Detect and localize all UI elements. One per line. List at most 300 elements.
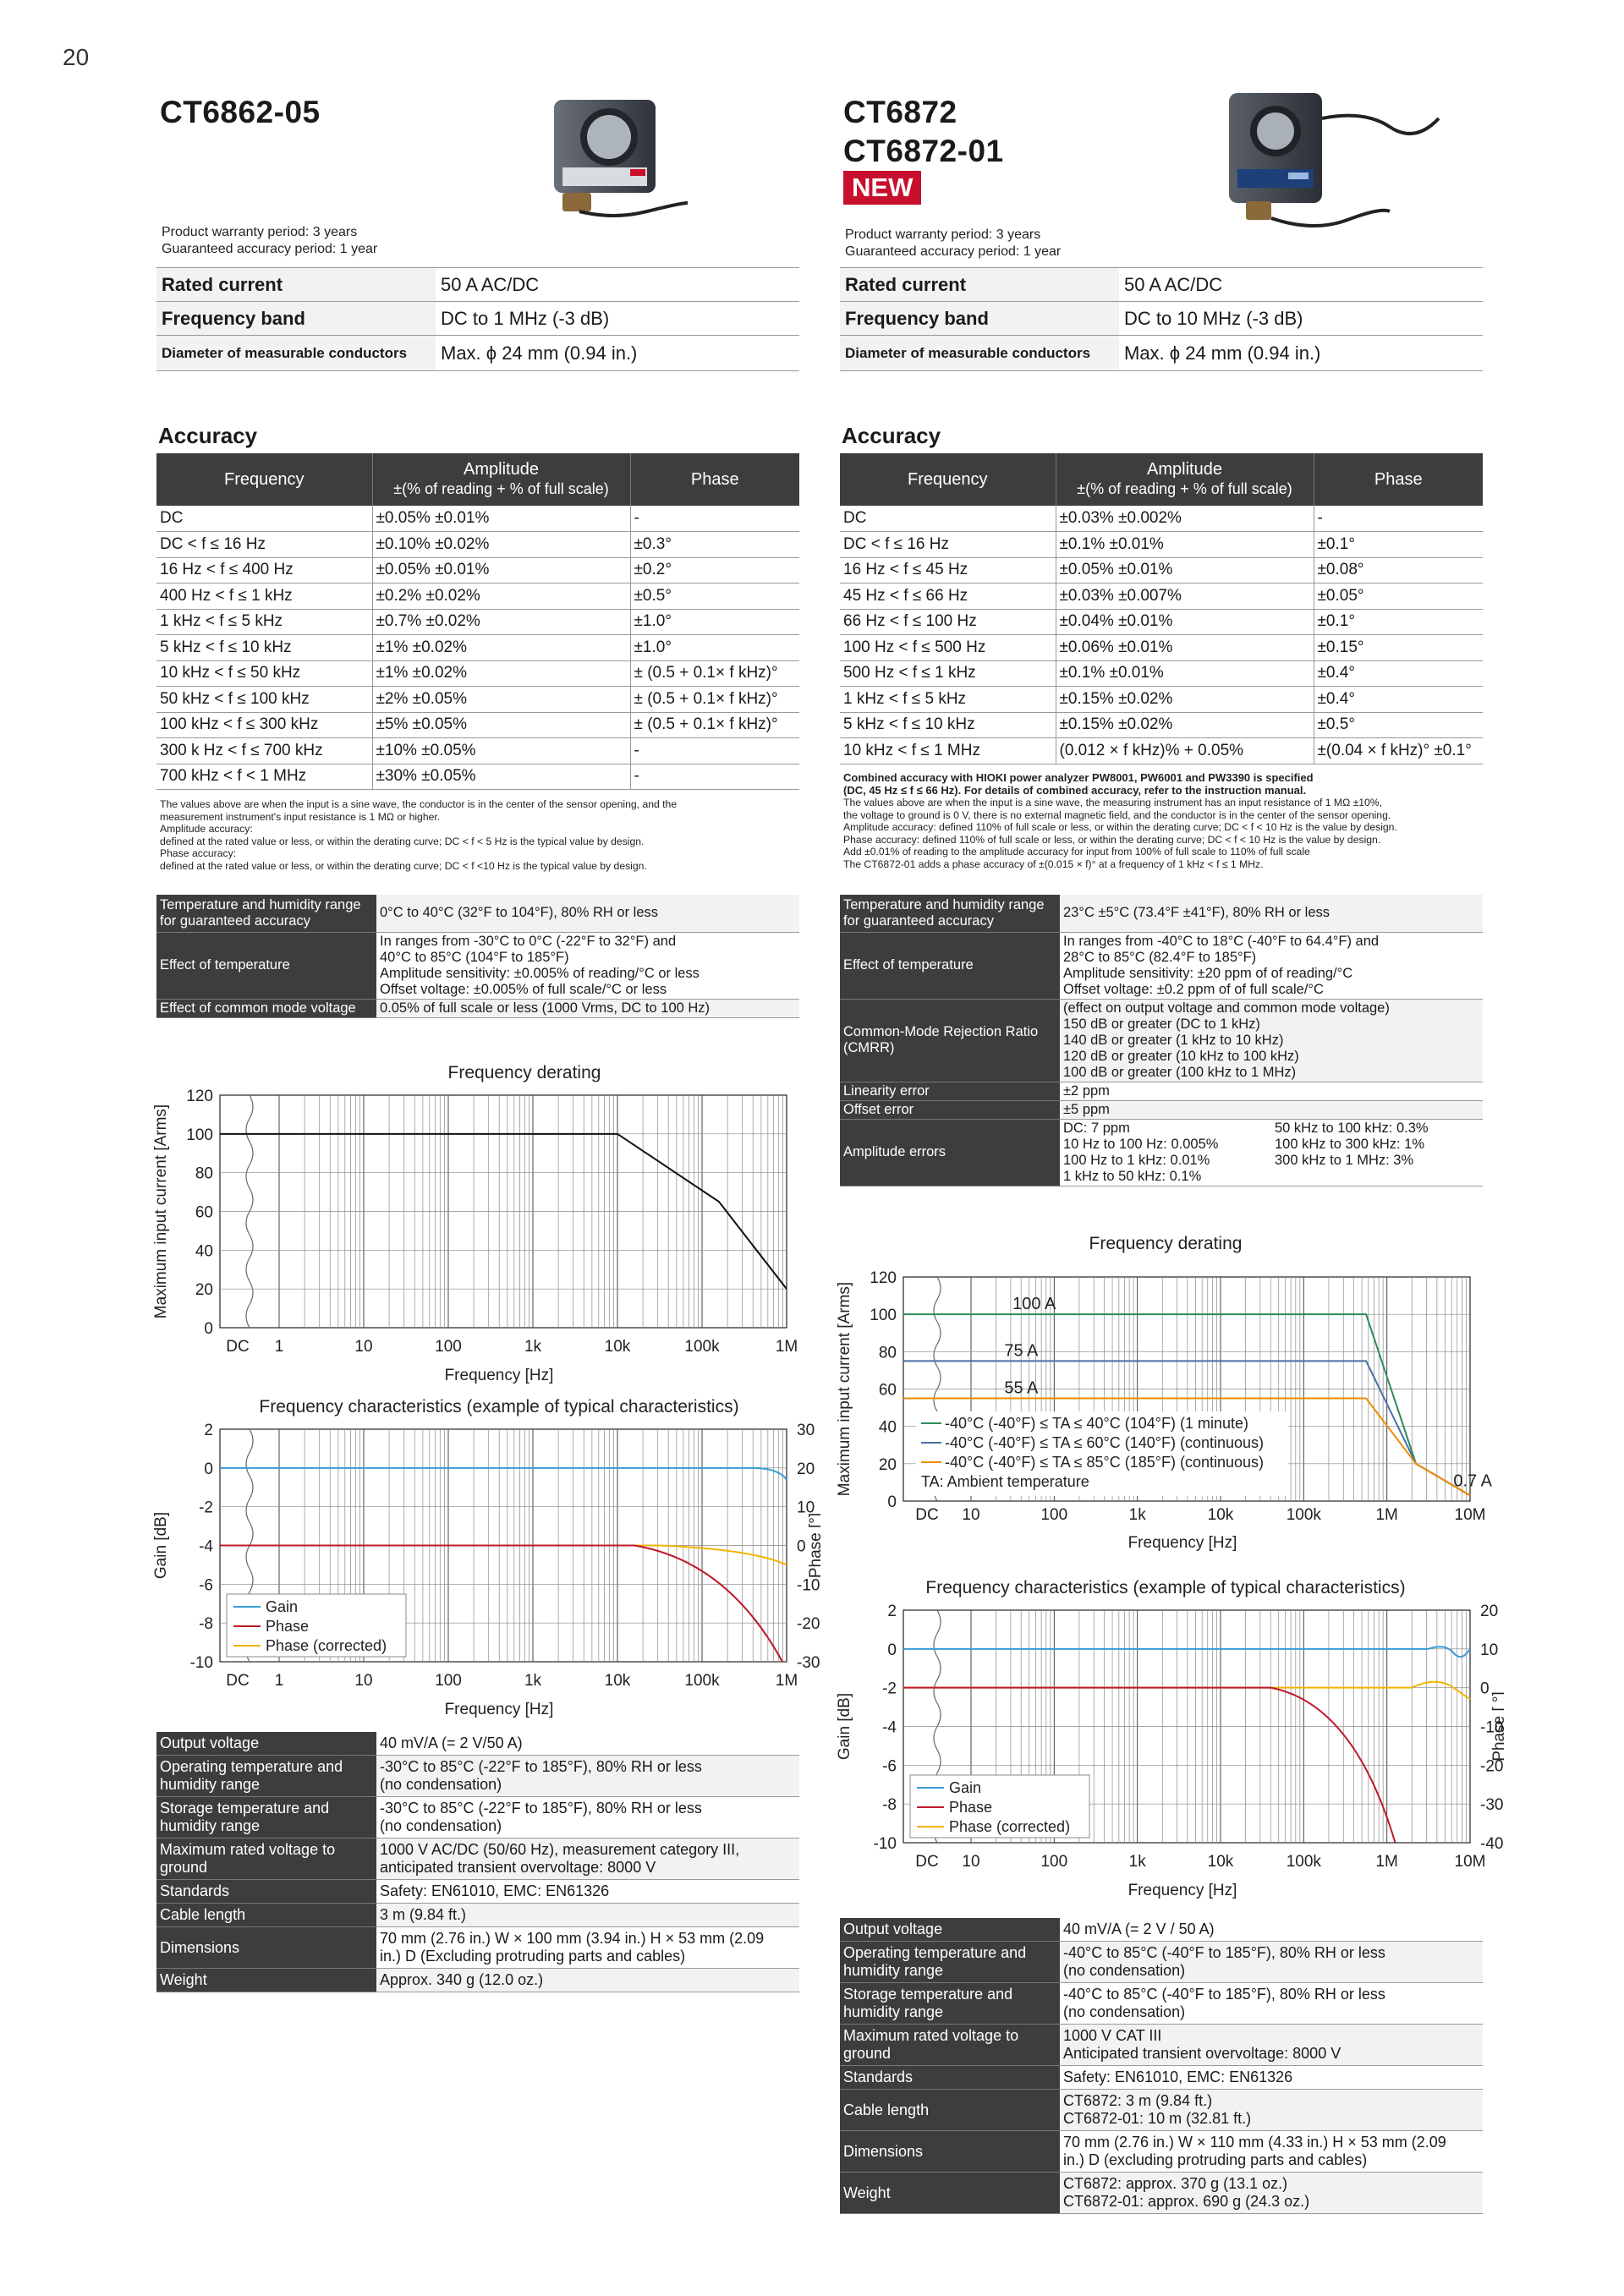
accuracy-row — [840, 660, 1483, 687]
env-line: 120 dB or greater (10 kHz to 100 kHz) — [1063, 1048, 1299, 1064]
bottom-spec-row — [156, 1756, 799, 1797]
product-title: CT6862-05 — [160, 95, 321, 129]
note-line: The values above are when the input is a sine wave, the measuring instrument has an input resistance of 1 MΩ ±10%, — [843, 797, 1383, 808]
amplitude-sub: ±(% of reading + % of full scale) — [1077, 480, 1292, 497]
bottom-spec-row — [840, 1918, 1483, 1942]
legend-label: -40°C (-40°F) ≤ TA ≤ 85°C (185°F) (continuous) — [945, 1454, 1265, 1471]
legend-label: -40°C (-40°F) ≤ TA ≤ 40°C (104°F) (1 minute) — [945, 1415, 1248, 1432]
note-line: defined at the rated value or less, or within the derating curve; DC < f < 5 Hz is the typical value by design. — [160, 835, 645, 847]
accuracy-row — [156, 660, 799, 687]
y-tick-label: 0 — [204, 1320, 213, 1338]
freq-cell: 100 kHz < f ≤ 300 kHz — [156, 712, 372, 738]
bottom-spec-line: CT6872-01: 10 m (32.81 ft.) — [1063, 2110, 1252, 2127]
spec-row — [156, 336, 799, 371]
phase-cell: ±0.15° — [1314, 635, 1483, 661]
legend-label: TA: Ambient temperature — [921, 1473, 1089, 1490]
freqchar-svg — [144, 1394, 820, 1723]
env-line: Offset voltage: ±0.005% of full scale/°C or less — [380, 981, 667, 997]
freq-cell: DC < f ≤ 16 Hz — [156, 532, 372, 558]
spec-value: 50 A AC/DC — [1119, 268, 1483, 302]
y-tick-label: -2 — [882, 1680, 897, 1698]
x-axis-label: Frequency [Hz] — [1127, 1534, 1237, 1552]
main-specs-table — [156, 267, 799, 371]
y-tick-label: -6 — [882, 1757, 897, 1776]
y-tick-label: 2 — [204, 1422, 213, 1439]
y-tick-label: 100 — [870, 1307, 897, 1325]
amplitude-cell: ±0.05% ±0.01% — [372, 506, 630, 532]
bottom-spec-row — [156, 1969, 799, 1992]
bottom-spec-line: -30°C to 85°C (-22°F to 185°F), 80% RH or less — [380, 1758, 702, 1775]
amplitude-cell: ±10% ±0.05% — [372, 738, 630, 764]
bottom-spec-row — [840, 2090, 1483, 2131]
bottom-spec-value — [376, 1732, 799, 1756]
bottom-spec-line: -40°C to 85°C (-40°F to 185°F), 80% RH or less — [1063, 1944, 1385, 1961]
main-specs-table — [840, 267, 1483, 371]
env-row — [840, 999, 1483, 1082]
accuracy-row — [156, 764, 799, 790]
bottom-spec-row — [840, 1942, 1483, 1983]
col-amplitude — [372, 453, 630, 506]
y-axis-label: Gain [dB] — [836, 1692, 853, 1761]
env-row — [840, 932, 1483, 999]
chart-title: Frequency derating — [1089, 1234, 1243, 1253]
left-derating-chart — [144, 1053, 820, 1395]
x-tick-label: 1M — [775, 1672, 798, 1690]
freq-cell: 400 Hz < f ≤ 1 kHz — [156, 584, 372, 610]
env-value — [1060, 932, 1483, 999]
y2-tick-label: 0 — [797, 1537, 806, 1556]
product-title-2: CT6872-01 — [843, 134, 1004, 168]
env-row — [840, 1100, 1483, 1119]
env-value — [1060, 1119, 1483, 1186]
level-label: 55 A — [1004, 1378, 1039, 1398]
bottom-spec-row — [840, 2173, 1483, 2214]
bottom-spec-line: 70 mm (2.76 in.) W × 100 mm (3.94 in.) H × 53 mm (2.09 — [380, 1930, 765, 1947]
bottom-spec-value — [1060, 2090, 1483, 2131]
accuracy-row — [156, 609, 799, 635]
y-tick-label: -10 — [873, 1835, 897, 1853]
bottom-spec-label: Storage temperature and humidity range — [840, 1983, 1060, 2025]
derating-svg — [144, 1053, 820, 1391]
y-axis-label: Maximum input current [Arms] — [836, 1281, 853, 1497]
accuracy-row — [156, 712, 799, 738]
x-tick-label: 100k — [684, 1672, 720, 1690]
bottom-spec-label: Cable length — [840, 2090, 1060, 2131]
bottom-spec-label: Storage temperature and humidity range — [156, 1797, 376, 1838]
env-row — [156, 999, 799, 1017]
y-tick-label: -4 — [199, 1537, 213, 1556]
y-tick-label: 0 — [204, 1460, 213, 1478]
phase-cell: - — [630, 738, 799, 764]
y-tick-label: 60 — [195, 1203, 213, 1222]
derating-svg — [827, 1230, 1504, 1569]
env-line: In ranges from -30°C to 0°C (-22°F to 32°F) and — [380, 933, 677, 949]
note-line: Amplitude accuracy: defined 110% of full scale or less, or within the derating curve; DC < f < 10 Hz is the value by design. — [843, 821, 1397, 833]
x-tick-label: 10k — [1207, 1506, 1234, 1524]
spec-value: 50 A AC/DC — [436, 268, 799, 302]
y2-tick-label: -30 — [1480, 1796, 1504, 1815]
x-tick-label: DC — [226, 1672, 250, 1690]
x-tick-label: 1k — [524, 1338, 542, 1356]
bottom-spec-value — [1060, 2025, 1483, 2066]
bottom-spec-label: Dimensions — [156, 1927, 376, 1969]
note-line: defined at the rated value or less, or within the derating curve; DC < f <10 Hz is the typical value by design. — [160, 859, 647, 872]
bottom-spec-label: Dimensions — [840, 2131, 1060, 2173]
warranty-product: Product warranty period: 3 years — [162, 225, 358, 239]
amplitude-cell: ±0.10% ±0.02% — [372, 532, 630, 558]
amplitude-cell: ±1% ±0.02% — [372, 635, 630, 661]
y2-tick-label: -10 — [797, 1576, 820, 1595]
amplitude-cell: ±2% ±0.05% — [372, 687, 630, 713]
note-line: Phase accuracy: defined 110% of full scale or less, or within the derating curve; DC < f < 10 Hz is the value by design. — [843, 833, 1381, 846]
note-line: Add ±0.01% of reading to the amplitude accuracy for input from 100% of full scale to 110% of full scale — [843, 846, 1310, 858]
amp-error-line: DC: 7 ppm — [1063, 1120, 1130, 1136]
phase-cell: ±0.05° — [1314, 584, 1483, 610]
env-line: 100 dB or greater (100 kHz to 1 MHz) — [1063, 1064, 1297, 1080]
env-row — [840, 1119, 1483, 1186]
note-line-bold: Combined accuracy with HIOKI power analyzer PW8001, PW6001 and PW3390 is specified — [843, 771, 1314, 784]
bottom-spec-row — [156, 1797, 799, 1838]
bottom-spec-line: CT6872: 3 m (9.84 ft.) — [1063, 2092, 1213, 2109]
bottom-spec-value — [376, 1756, 799, 1797]
y2-tick-label: -30 — [797, 1654, 820, 1672]
env-row — [840, 895, 1483, 932]
bottom-spec-value — [1060, 1918, 1483, 1942]
bottom-spec-line: 1000 V AC/DC (50/60 Hz), measurement category III, — [380, 1841, 740, 1858]
freq-cell: 300 k Hz < f ≤ 700 kHz — [156, 738, 372, 764]
level-label: 75 A — [1004, 1341, 1039, 1361]
chart-title: Frequency characteristics (example of typical characteristics) — [259, 1397, 739, 1417]
accuracy-row — [840, 609, 1483, 635]
bottom-spec-line: Safety: EN61010, EMC: EN61326 — [380, 1882, 610, 1899]
y-tick-label: 100 — [186, 1126, 213, 1144]
y2-tick-label: -20 — [797, 1615, 820, 1634]
col-frequency: Frequency — [840, 453, 1056, 506]
freq-cell: 100 Hz < f ≤ 500 Hz — [840, 635, 1056, 661]
note-line: The CT6872-01 adds a phase accuracy of ±(0.015 × f)° at a frequency of 1 kHz < f ≤ 1 MHz. — [843, 858, 1264, 870]
env-value — [376, 932, 799, 999]
new-badge: NEW — [843, 171, 921, 205]
y-tick-label: 60 — [878, 1381, 897, 1400]
y2-tick-label: 20 — [1480, 1603, 1499, 1620]
y-tick-label: 20 — [878, 1455, 897, 1474]
amplitude-cell: ±5% ±0.05% — [372, 712, 630, 738]
env-line: 28°C to 85°C (82.4°F to 185°F) — [1063, 949, 1257, 965]
freq-cell: 16 Hz < f ≤ 45 Hz — [840, 557, 1056, 584]
bottom-spec-value — [376, 1969, 799, 1992]
accuracy-row — [156, 532, 799, 558]
y-tick-label: 120 — [186, 1088, 213, 1105]
y-tick-label: -4 — [882, 1718, 897, 1737]
env-label: Offset error — [840, 1100, 1060, 1119]
spec-row — [840, 336, 1483, 371]
amp-error-line: 100 Hz to 1 kHz: 0.01% — [1063, 1152, 1210, 1168]
bottom-spec-line: Anticipated transient overvoltage: 8000 V — [1063, 2045, 1341, 2062]
right-freqchar-chart — [827, 1575, 1504, 1909]
phase-cell: ±0.5° — [1314, 712, 1483, 738]
warranty-info — [845, 227, 1061, 260]
phase-cell: ±0.4° — [1314, 660, 1483, 687]
accuracy-row — [156, 687, 799, 713]
y-axis-label: Maximum input current [Arms] — [152, 1104, 170, 1319]
spec-value: Max. ϕ 24 mm (0.94 in.) — [1119, 336, 1483, 371]
bottom-spec-line: CT6872: approx. 370 g (13.1 oz.) — [1063, 2175, 1288, 2192]
x-tick-label: 1k — [1128, 1506, 1146, 1524]
x-tick-label: 1M — [775, 1338, 798, 1356]
warranty-accuracy: Guaranteed accuracy period: 1 year — [845, 244, 1062, 259]
env-value — [1060, 999, 1483, 1082]
bottom-spec-label: Weight — [840, 2173, 1060, 2214]
freq-cell: 50 kHz < f ≤ 100 kHz — [156, 687, 372, 713]
amplitude-cell: ±0.05% ±0.01% — [372, 557, 630, 584]
amplitude-cell: ±0.04% ±0.01% — [1056, 609, 1314, 635]
chart-title: Frequency derating — [447, 1063, 601, 1082]
phase-cell: ±(0.04 × f kHz)° ±0.1° — [1314, 738, 1483, 764]
x-tick-label: 1M — [1375, 1853, 1398, 1871]
bottom-spec-value — [1060, 2173, 1483, 2214]
bottom-spec-line: 3 m (9.84 ft.) — [380, 1906, 467, 1923]
bottom-spec-line: anticipated transient overvoltage: 8000 V — [380, 1859, 656, 1876]
legend-label: Gain — [949, 1779, 982, 1796]
env-table — [156, 895, 799, 1018]
env-line: Offset voltage: ±0.2 ppm of of full scale/°C — [1063, 981, 1324, 997]
freq-cell: DC — [156, 506, 372, 532]
phase-cell: ± (0.5 + 0.1× f kHz)° — [630, 712, 799, 738]
env-value: ±5 ppm — [1060, 1100, 1483, 1119]
y2-tick-label: -20 — [1480, 1757, 1504, 1776]
env-label: Amplitude errors — [840, 1119, 1060, 1186]
phase-cell: - — [1314, 506, 1483, 532]
level-label: 0.7 A — [1453, 1471, 1492, 1491]
env-line: (effect on output voltage and common mode voltage) — [1063, 1000, 1390, 1016]
bottom-spec-value — [1060, 2066, 1483, 2090]
x-tick-label: 1k — [1128, 1853, 1146, 1871]
y2-tick-label: 30 — [797, 1422, 815, 1439]
spec-value: Max. ϕ 24 mm (0.94 in.) — [436, 336, 799, 371]
amp-error-line: 10 Hz to 100 Hz: 0.005% — [1063, 1136, 1219, 1152]
amp-error-line: 1 kHz to 50 kHz: 0.1% — [1063, 1168, 1202, 1184]
env-value: 23°C ±5°C (73.4°F ±41°F), 80% RH or less — [1060, 895, 1483, 932]
chart-title: Frequency characteristics (example of typical characteristics) — [925, 1578, 1406, 1597]
x-tick-label: 100 — [1040, 1506, 1068, 1524]
env-label: Common-Mode Rejection Ratio (CMRR) — [840, 999, 1060, 1082]
env-line: Amplitude sensitivity: ±0.005% of reading/°C or less — [380, 965, 700, 981]
bottom-spec-label: Cable length — [156, 1904, 376, 1927]
y-tick-label: -6 — [199, 1576, 213, 1595]
y-tick-label: 80 — [195, 1164, 213, 1183]
accuracy-row — [156, 557, 799, 584]
amplitude-cell: ±30% ±0.05% — [372, 764, 630, 790]
bottom-spec-value — [376, 1797, 799, 1838]
bottom-spec-line: (no condensation) — [1063, 2003, 1186, 2020]
page-number: 20 — [63, 44, 90, 70]
sensor-image — [1221, 85, 1440, 237]
x-tick-label: 1M — [1375, 1506, 1398, 1524]
y-tick-label: 40 — [195, 1242, 213, 1261]
x-tick-label: 10 — [354, 1672, 373, 1690]
amplitude-cell: ±0.03% ±0.007% — [1056, 584, 1314, 610]
legend-label: Phase (corrected) — [949, 1818, 1071, 1835]
bottom-spec-line: (no condensation) — [380, 1776, 502, 1793]
freq-cell: 10 kHz < f ≤ 50 kHz — [156, 660, 372, 687]
env-row — [156, 932, 799, 999]
bottom-specs-table — [840, 1918, 1483, 2214]
note-line: Amplitude accuracy: — [160, 823, 253, 835]
y-tick-label: 80 — [878, 1344, 897, 1362]
bottom-spec-value — [376, 1927, 799, 1969]
amplitude-cell: (0.012 × f kHz)% + 0.05% — [1056, 738, 1314, 764]
col-amplitude — [1056, 453, 1314, 506]
legend-label: Phase — [949, 1799, 993, 1816]
freq-cell: DC — [840, 506, 1056, 532]
accuracy-row — [840, 506, 1483, 532]
amplitude-cell: ±0.15% ±0.02% — [1056, 712, 1314, 738]
x-tick-label: 10k — [1207, 1853, 1234, 1871]
x-tick-label: 10 — [962, 1853, 980, 1871]
amp-error-line: 100 kHz to 300 kHz: 1% — [1275, 1136, 1425, 1152]
env-line: 150 dB or greater (DC to 1 kHz) — [1063, 1016, 1260, 1032]
x-axis-label: Frequency [Hz] — [1127, 1882, 1237, 1899]
y2-axis-label: Phase °] — [1490, 1691, 1504, 1762]
env-line: 40°C to 85°C (104°F to 185°F) — [380, 949, 569, 965]
x-tick-label: DC — [226, 1338, 250, 1356]
warranty-product: Product warranty period: 3 years — [845, 227, 1041, 242]
accuracy-notes — [843, 772, 1486, 870]
x-tick-label: 10 — [354, 1338, 373, 1356]
bottom-spec-row — [156, 1838, 799, 1880]
accuracy-row — [840, 738, 1483, 764]
bottom-spec-row — [840, 2025, 1483, 2066]
spec-value: DC to 10 MHz (-3 dB) — [1119, 302, 1483, 336]
env-value: 0.05% of full scale or less (1000 Vrms, DC to 100 Hz) — [376, 999, 799, 1017]
bottom-spec-line: 1000 V CAT III — [1063, 2027, 1162, 2044]
amplitude-head: Amplitude — [464, 460, 539, 479]
y-tick-label: 20 — [195, 1281, 213, 1300]
bottom-spec-line: 70 mm (2.76 in.) W × 110 mm (4.33 in.) H × 53 mm (2.09 — [1063, 2134, 1446, 2151]
accuracy-row — [840, 532, 1483, 558]
bottom-spec-label: Maximum rated voltage to ground — [156, 1838, 376, 1880]
spec-row — [840, 268, 1483, 302]
bottom-spec-row — [840, 2066, 1483, 2090]
bottom-spec-line: CT6872-01: approx. 690 g (24.3 oz.) — [1063, 2193, 1310, 2210]
bottom-spec-line: 40 mV/A (= 2 V/50 A) — [380, 1734, 523, 1751]
amplitude-sub: ±(% of reading + % of full scale) — [393, 480, 609, 497]
x-tick-label: 100 — [1040, 1853, 1068, 1871]
accuracy-row — [156, 635, 799, 661]
bottom-spec-row — [840, 2131, 1483, 2173]
bottom-spec-value — [376, 1880, 799, 1904]
freq-cell: 1 kHz < f ≤ 5 kHz — [840, 687, 1056, 713]
accuracy-heading: Accuracy — [842, 423, 941, 448]
spec-value: DC to 1 MHz (-3 dB) — [436, 302, 799, 336]
y-tick-label: 120 — [870, 1269, 897, 1287]
y2-tick-label: 10 — [797, 1499, 815, 1517]
accuracy-notes — [160, 798, 803, 872]
y2-tick-label: 20 — [797, 1460, 815, 1478]
legend-label: Phase (corrected) — [266, 1637, 387, 1654]
x-tick-label: 1 — [274, 1672, 284, 1690]
env-row — [840, 1082, 1483, 1100]
freq-cell: 16 Hz < f ≤ 400 Hz — [156, 557, 372, 584]
bottom-spec-row — [156, 1880, 799, 1904]
freq-cell: 10 kHz < f ≤ 1 MHz — [840, 738, 1056, 764]
accuracy-row — [156, 738, 799, 764]
accuracy-row — [156, 584, 799, 610]
phase-cell: ±0.2° — [630, 557, 799, 584]
spec-row — [840, 302, 1483, 336]
x-tick-label: DC — [915, 1506, 939, 1524]
x-axis-label: Frequency [Hz] — [444, 1367, 554, 1384]
y-tick-label: 2 — [887, 1603, 897, 1620]
env-line: In ranges from -40°C to 18°C (-40°F to 64.4°F) and — [1063, 933, 1380, 949]
amplitude-cell: ±0.15% ±0.02% — [1056, 687, 1314, 713]
phase-cell: - — [630, 506, 799, 532]
bottom-spec-row — [156, 1732, 799, 1756]
col-frequency: Frequency — [156, 453, 372, 506]
y2-tick-label: -10 — [1480, 1718, 1504, 1737]
note-line: Phase accuracy: — [160, 847, 237, 859]
y2-tick-label: 10 — [1480, 1641, 1499, 1659]
accuracy-table — [156, 453, 799, 790]
bottom-spec-line: (no condensation) — [380, 1817, 502, 1834]
spec-label: Diameter of measurable conductors — [156, 336, 436, 371]
bottom-spec-value — [376, 1838, 799, 1880]
bottom-spec-line: Approx. 340 g (12.0 oz.) — [380, 1971, 544, 1988]
x-tick-label: 1k — [524, 1672, 542, 1690]
amp-error-line: 300 kHz to 1 MHz: 3% — [1275, 1152, 1414, 1168]
y-tick-label: -10 — [189, 1654, 213, 1672]
phase-cell: ±0.1° — [1314, 532, 1483, 558]
freq-cell: 5 kHz < f ≤ 10 kHz — [156, 635, 372, 661]
env-label: Effect of temperature — [840, 932, 1060, 999]
bottom-spec-line: -30°C to 85°C (-22°F to 185°F), 80% RH or less — [380, 1800, 702, 1817]
env-label: Temperature and humidity range for guaranteed accuracy — [840, 895, 1060, 932]
y2-tick-label: 0 — [1480, 1680, 1490, 1698]
env-value: ±2 ppm — [1060, 1082, 1483, 1100]
accuracy-row — [840, 635, 1483, 661]
env-value: 0°C to 40°C (32°F to 104°F), 80% RH or less — [376, 895, 799, 932]
bottom-spec-line: in.) D (Excluding protruding parts and cables) — [380, 1948, 686, 1964]
legend-label: -40°C (-40°F) ≤ TA ≤ 60°C (140°F) (continuous) — [945, 1434, 1265, 1451]
bottom-specs-table — [156, 1732, 799, 1992]
spec-label: Diameter of measurable conductors — [840, 336, 1119, 371]
warranty-info — [162, 224, 377, 258]
x-tick-label: 100k — [1286, 1506, 1321, 1524]
env-table — [840, 895, 1483, 1186]
note-line-bold: (DC, 45 Hz ≤ f ≤ 66 Hz). For details of combined accuracy, refer to the instruction manual. — [843, 783, 1307, 797]
amplitude-cell: ±1% ±0.02% — [372, 660, 630, 687]
freq-cell: 1 kHz < f ≤ 5 kHz — [156, 609, 372, 635]
x-tick-label: 100k — [684, 1338, 720, 1356]
phase-cell: ±0.3° — [630, 532, 799, 558]
y2-tick-label: -40 — [1480, 1835, 1504, 1853]
bottom-spec-line: -40°C to 85°C (-40°F to 185°F), 80% RH or less — [1063, 1986, 1385, 2003]
bottom-spec-line: (no condensation) — [1063, 1962, 1186, 1979]
freq-cell: DC < f ≤ 16 Hz — [840, 532, 1056, 558]
bottom-spec-line: in.) D (excluding protruding parts and cables) — [1063, 2151, 1368, 2168]
col-phase: Phase — [630, 453, 799, 506]
phase-cell: ±0.4° — [1314, 687, 1483, 713]
product-title-1: CT6872 — [843, 95, 957, 129]
phase-cell: ±0.5° — [630, 584, 799, 610]
x-tick-label: 100 — [435, 1338, 462, 1356]
bottom-spec-row — [156, 1927, 799, 1969]
freq-cell: 5 kHz < f ≤ 10 kHz — [840, 712, 1056, 738]
bottom-spec-label: Operating temperature and humidity range — [156, 1756, 376, 1797]
y-tick-label: -8 — [882, 1796, 897, 1815]
accuracy-table — [840, 453, 1483, 764]
env-row — [156, 895, 799, 932]
